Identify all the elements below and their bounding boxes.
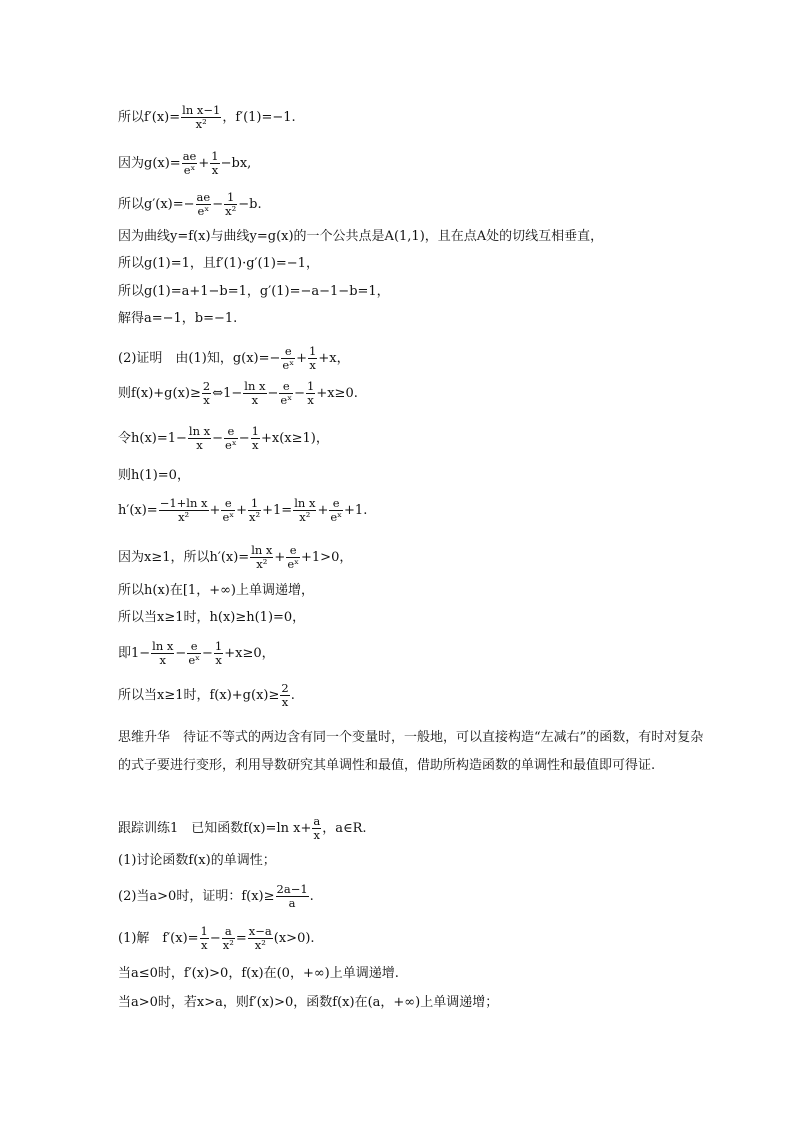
- denominator: eˣ: [287, 557, 300, 571]
- text-line: [118, 852, 276, 870]
- fraction: [293, 497, 316, 524]
- numerator: e: [329, 497, 343, 511]
- fraction: [181, 104, 221, 131]
- text-line: [118, 380, 358, 407]
- fraction: [312, 815, 321, 842]
- text-span: −bx,: [220, 156, 252, 171]
- denominator: a: [288, 896, 296, 910]
- text-span: +x≥0.: [316, 386, 358, 401]
- denominator: x²: [195, 117, 207, 131]
- denominator: eˣ: [222, 510, 235, 524]
- text-span: 当a>0时，若x>a，则f′(x)>0，函数f(x)在(a，+∞)上单调递增；: [118, 995, 499, 1010]
- text-span: −: [212, 197, 224, 212]
- text-span: −: [209, 931, 221, 946]
- text-line: [118, 994, 498, 1012]
- text-span: +: [209, 503, 221, 518]
- numerator: ae: [182, 149, 197, 163]
- denominator: x: [203, 393, 210, 407]
- fraction: [151, 640, 174, 667]
- text-span: +1.: [344, 503, 368, 518]
- denominator: x²: [222, 938, 234, 952]
- text-span: +: [296, 351, 308, 366]
- fraction: [222, 925, 235, 952]
- numerator: e: [187, 640, 201, 654]
- text-line: [118, 640, 275, 667]
- numerator: ln x: [152, 639, 174, 653]
- denominator: eˣ: [225, 438, 237, 452]
- numerator: ln x: [251, 543, 273, 557]
- denominator: x: [309, 358, 316, 372]
- text-span: 则f(x)+g(x)≥: [118, 386, 201, 401]
- numerator: e: [279, 380, 293, 394]
- text-line: [118, 310, 237, 328]
- fraction: [188, 425, 211, 452]
- text-span: (1)讨论函数f(x)的单调性；: [118, 853, 276, 868]
- numerator: e: [281, 345, 295, 359]
- text-span: 因为g(x)=: [118, 156, 181, 171]
- denominator: eˣ: [280, 393, 293, 407]
- text-span: (1)解 f′(x)=: [118, 931, 199, 946]
- fraction: [224, 425, 238, 452]
- text-span: 所以h(x)在[1，+∞)上单调递增，: [118, 583, 314, 598]
- text-span: 所以g′(x)=−: [118, 197, 195, 212]
- numerator: −1+ln x: [159, 496, 208, 510]
- text-span: +x≥0，: [224, 646, 275, 661]
- text-span: −: [175, 646, 187, 661]
- numerator: ln x: [294, 496, 316, 510]
- text-line: [118, 965, 399, 983]
- text-span: .: [290, 688, 295, 703]
- denominator: x: [196, 438, 203, 452]
- denominator: eˣ: [188, 653, 200, 667]
- text-line: [118, 682, 295, 709]
- text-span: 当a≤0时，f′(x)>0，f(x)在(0，+∞)上单调递增.: [118, 966, 399, 981]
- numerator: ln x−1: [182, 103, 221, 117]
- numerator: 1: [251, 424, 259, 438]
- numerator: e: [286, 544, 300, 558]
- text-span: 解得a=−1，b=−1.: [118, 311, 238, 326]
- denominator: eˣ: [183, 163, 196, 177]
- text-line: [118, 883, 314, 910]
- text-span: 所以g(1)=a+1−b=1，g′(1)=−a−1−b=1，: [118, 284, 390, 299]
- denominator: x: [252, 438, 259, 452]
- text-span: 所以f′(x)=: [118, 110, 181, 125]
- fraction: [250, 544, 273, 571]
- text-span: −: [202, 646, 213, 661]
- denominator: x: [251, 393, 259, 407]
- text-line: [118, 497, 367, 524]
- fraction: [159, 497, 209, 524]
- numerator: e: [221, 497, 235, 511]
- denominator: x²: [299, 510, 311, 524]
- numerator: ln x: [244, 379, 266, 393]
- denominator: x: [200, 938, 208, 952]
- text-span: ，f′(1)=−1.: [222, 110, 296, 125]
- fraction: [281, 345, 295, 372]
- text-span: 则h(1)=0，: [118, 468, 190, 483]
- text-span: 跟踪训练1 已知函数f(x)=ln x+: [118, 821, 312, 836]
- fraction: [196, 191, 212, 218]
- text-span: 所以当x≥1时，f(x)+g(x)≥: [118, 688, 280, 703]
- fraction: [187, 640, 201, 667]
- text-span: .: [309, 889, 314, 904]
- numerator: 1: [224, 191, 237, 205]
- text-span: (x>0).: [273, 931, 315, 946]
- fraction: [248, 497, 261, 524]
- fraction: [280, 682, 289, 709]
- text-span: (2)当a>0时，证明：f(x)≥: [118, 889, 275, 904]
- text-span: =: [235, 931, 247, 946]
- denominator: x²: [225, 204, 237, 218]
- text-span: 因为x≥1，所以h′(x)=: [118, 550, 250, 565]
- text-span: +: [198, 156, 210, 171]
- fraction: [210, 150, 219, 177]
- numerator: ln x: [188, 424, 211, 438]
- fraction: [202, 380, 211, 407]
- text-span: +x(x≥1)，: [260, 431, 329, 446]
- text-line: [118, 228, 603, 246]
- text-span: 所以g(1)=1，且f′(1)·g′(1)=−1，: [118, 256, 319, 271]
- denominator: x²: [256, 557, 268, 571]
- text-line: [118, 815, 367, 842]
- fraction: [224, 191, 237, 218]
- numerator: a: [313, 814, 321, 828]
- text-span: −: [294, 386, 305, 401]
- denominator: eˣ: [197, 204, 210, 218]
- text-span: −b.: [238, 197, 262, 212]
- denominator: x: [313, 828, 321, 842]
- fraction: [329, 497, 343, 524]
- numerator: 1: [248, 497, 261, 511]
- text-span: +x，: [318, 351, 350, 366]
- text-span: −: [212, 431, 224, 446]
- text-span: +: [236, 503, 248, 518]
- text-span: +1>0，: [301, 550, 353, 565]
- text-span: −: [267, 386, 279, 401]
- text-span: +: [274, 550, 286, 565]
- text-span: 因为曲线y=f(x)与曲线y=g(x)的一个公共点是A(1,1)，且在点A处的切线互相垂直，: [118, 229, 604, 244]
- fraction: [276, 883, 309, 910]
- denominator: x²: [254, 938, 266, 952]
- denominator: x: [215, 653, 222, 667]
- text-line: [118, 724, 708, 780]
- text-line: [118, 345, 350, 372]
- denominator: eˣ: [330, 510, 343, 524]
- text-span: +1=: [262, 503, 293, 518]
- denominator: x²: [249, 510, 261, 524]
- denominator: x: [159, 653, 167, 667]
- denominator: x: [211, 163, 219, 177]
- numerator: 1: [211, 149, 219, 163]
- numerator: 1: [307, 379, 315, 393]
- numerator: ae: [196, 190, 211, 204]
- numerator: 1: [214, 639, 223, 653]
- denominator: x: [281, 695, 289, 709]
- fraction: [248, 925, 273, 952]
- fraction: [243, 380, 266, 407]
- numerator: a: [222, 925, 235, 939]
- text-line: [118, 150, 251, 177]
- fraction: [200, 925, 209, 952]
- fraction: [221, 497, 235, 524]
- denominator: x²: [178, 510, 190, 524]
- text-span: ⇔1−: [212, 386, 243, 401]
- numerator: 1: [309, 344, 317, 358]
- text-span: 令h(x)=1−: [118, 431, 187, 446]
- fraction: [306, 380, 315, 407]
- text-span: −: [238, 431, 250, 446]
- numerator: 2: [202, 379, 211, 393]
- text-span: 思维升华 待证不等式的两边含有同一个变量时，一般地，可以直接构造“左减右”的函数，有时对复杂的式子要进行变形，利用导数研究其单调性和最值，借助所构造函数的单调性和最值即可得证.: [118, 730, 704, 773]
- text-line: [118, 191, 262, 218]
- fraction: [214, 640, 223, 667]
- numerator: 2a−1: [276, 882, 308, 896]
- text-span: (2)证明 由(1)知，g(x)=−: [118, 351, 281, 366]
- denominator: x: [307, 393, 314, 407]
- fraction: [286, 544, 300, 571]
- text-line: [118, 582, 314, 600]
- numerator: 2: [281, 681, 289, 695]
- text-line: [118, 283, 390, 301]
- text-span: 所以当x≥1时，h(x)≥h(1)=0，: [118, 610, 306, 625]
- text-line: [118, 255, 319, 273]
- text-line: [118, 544, 352, 571]
- text-line: [118, 104, 296, 131]
- text-line: [118, 925, 315, 952]
- fraction: [182, 150, 198, 177]
- text-span: 即1−: [118, 646, 151, 661]
- text-span: h′(x)=: [118, 503, 158, 518]
- text-span: +: [317, 503, 329, 518]
- text-span: ，a∈R.: [322, 821, 367, 836]
- text-line: [118, 425, 329, 452]
- fraction: [308, 345, 317, 372]
- fraction: [279, 380, 293, 407]
- numerator: 1: [200, 924, 208, 938]
- numerator: x−a: [248, 924, 272, 938]
- text-line: [118, 467, 190, 485]
- text-line: [118, 609, 305, 627]
- denominator: eˣ: [282, 358, 295, 372]
- numerator: e: [224, 425, 238, 439]
- fraction: [251, 425, 260, 452]
